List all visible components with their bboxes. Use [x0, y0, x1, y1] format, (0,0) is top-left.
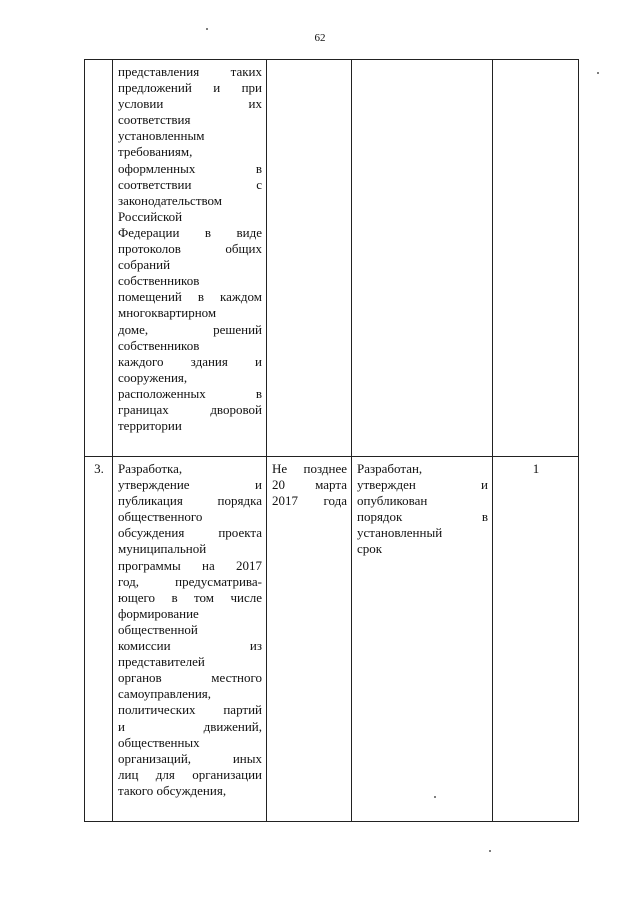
measure-description-line: комиссии из — [118, 638, 262, 654]
measure-description-line: организаций, иных — [118, 750, 262, 766]
deadline — [267, 457, 352, 822]
measure-description-line: ющего в том числе — [118, 589, 262, 605]
measure-description-line: обсуждения проекта — [118, 525, 262, 541]
deadline — [267, 60, 352, 457]
measure-description-line: условии их — [118, 96, 262, 112]
measure-description-line: и движений, — [118, 718, 262, 734]
measure-description-line: общественной — [118, 621, 198, 637]
measure-description-line: лиц для организации — [118, 766, 262, 782]
score — [493, 60, 579, 457]
result-line: установленный — [357, 525, 443, 541]
measure-description-line: помещений в каждом — [118, 289, 262, 305]
scan-speck — [597, 72, 599, 74]
scan-speck — [489, 850, 491, 852]
result — [352, 60, 493, 457]
measure-description-line: Российской — [118, 208, 183, 224]
measure-description-line: установленным — [118, 128, 205, 144]
measure-description — [113, 457, 267, 822]
deadline-line: 20 марта — [272, 477, 347, 493]
measure-description-line: Федерации в виде — [118, 224, 262, 240]
measure-description-line: собственников — [118, 337, 200, 353]
measure-description-line: такого обсуждения, — [118, 782, 227, 798]
measure-description-line: соответствия — [118, 112, 191, 128]
page-number: 62 — [314, 32, 326, 44]
measure-description — [113, 60, 267, 457]
result — [352, 457, 493, 822]
deadline-line: Не позднее — [272, 461, 347, 476]
measure-description-line: каждого здания и — [118, 353, 262, 369]
result-line: Разработан, — [357, 461, 423, 476]
measure-description-line: представителей — [118, 654, 205, 670]
measure-description-line: собраний — [118, 257, 171, 273]
measure-description-line: оформленных в — [118, 160, 262, 176]
measure-description-line: предложений и при — [118, 80, 262, 96]
measures-table — [84, 59, 579, 822]
result-line: утвержден и — [357, 477, 488, 493]
measure-description-line: политических партий — [118, 702, 262, 718]
table-row — [85, 457, 579, 822]
measure-description-line: законодательством — [118, 192, 223, 208]
measure-description-line: протоколов общих — [118, 241, 262, 257]
measure-description-line: формирование — [118, 605, 199, 621]
row-number: 3. — [85, 457, 113, 822]
result-line: опубликован — [357, 493, 428, 509]
measure-description-line: Разработка, — [118, 461, 183, 476]
row-number — [85, 60, 113, 457]
measure-description-line: органов местного — [118, 670, 262, 686]
result-line: срок — [357, 541, 383, 557]
measure-description-line: представления таких — [118, 64, 262, 79]
scan-speck — [434, 796, 436, 798]
measure-description-line: границах дворовой — [118, 401, 262, 417]
result-line: порядок в — [357, 509, 488, 525]
measure-description-line: соответствии с — [118, 176, 262, 192]
table-row — [85, 60, 579, 457]
deadline-line: 2017 года — [272, 493, 347, 509]
measure-description-line: муниципальной — [118, 541, 207, 557]
measure-description-line: общественного — [118, 509, 203, 525]
measure-description-line: многоквартирном — [118, 305, 217, 321]
measure-description-line: сооружения, — [118, 369, 188, 385]
measure-description-line: территории — [118, 418, 182, 434]
measure-description-line: программы на 2017 — [118, 557, 262, 573]
measure-description-line: расположенных в — [118, 385, 262, 401]
measure-description-line: требованиям, — [118, 144, 193, 160]
measure-description-line: собственников — [118, 273, 200, 289]
scan-speck — [206, 28, 208, 30]
measure-description-line: общественных — [118, 734, 200, 750]
score: 1 — [493, 457, 579, 822]
measure-description-line: год, предусматрива- — [118, 573, 262, 589]
measure-description-line: самоуправления, — [118, 686, 212, 702]
measure-description-line: доме, решений — [118, 321, 262, 337]
measure-description-line: утверждение и — [118, 477, 262, 493]
measure-description-line: публикация порядка — [118, 493, 262, 509]
